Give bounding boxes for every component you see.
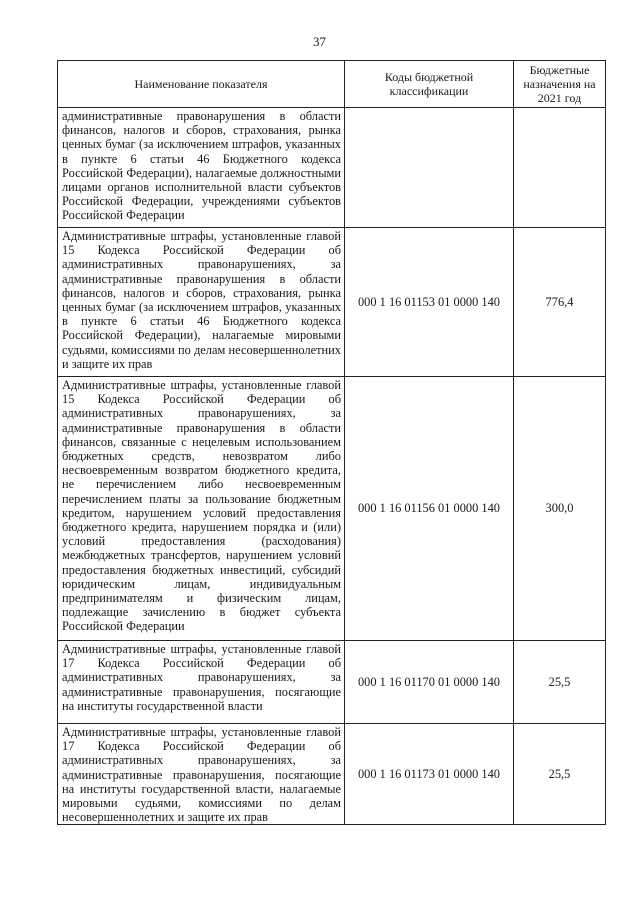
row-amount: 776,4 [514, 228, 606, 377]
row-code: 000 1 16 01156 01 0000 140 [345, 377, 514, 641]
header-amount: Бюджетные назначения на 2021 год [514, 61, 606, 108]
row-name: Административные штрафы, установленные главой 15 Кодекса Российской Федерации об административных правонарушениях, за административные правонарушения в области финансов, связанные с нецелевым использованием бюджетных средств, невозвратом либо несвоевременным возвратом бюджетного кредита, не перечислением либо несвоевременным перечислением платы за пользование бюджетным кредитом, нарушением условий предоставления бюджетного кредита, нарушением порядка и (или) условий предоставления (расходования) межбюджетных трансфертов, нарушением условий предоставления бюджетных инвестиций, субсидий юридическим лицам, индивидуальным предпринимателям и физическим лицам, подлежащие зачислению в бюджет субъекта Российской Федерации [58, 377, 345, 641]
header-name: Наименование показателя [58, 61, 345, 108]
table-row [58, 641, 606, 724]
table-header-row [58, 61, 606, 108]
row-name: Административные штрафы, установленные главой 17 Кодекса Российской Федерации об административных правонарушениях, за административные правонарушения, посягающие на институты государственной власти, налагаемые мировыми судьями, комиссиями по делам несовершеннолетних и защите их прав [58, 724, 345, 825]
row-amount [514, 108, 606, 228]
row-code: 000 1 16 01170 01 0000 140 [345, 641, 514, 724]
row-amount: 25,5 [514, 641, 606, 724]
page-number: 37 [313, 34, 326, 49]
budget-table [57, 60, 606, 825]
row-amount: 300,0 [514, 377, 606, 641]
row-name: Административные штрафы, установленные главой 15 Кодекса Российской Федерации об административных правонарушениях, за административные правонарушения в области финансов, налогов и сборов, страхования, рынка ценных бумаг (за исключением штрафов, указанных в пункте 6 статьи 46 Бюджетного кодекса Российской Федерации), налагаемые мировыми судьями, комиссиями по делам несовершеннолетних и защите их прав [58, 228, 345, 377]
row-name: административные правонарушения в области финансов, налогов и сборов, страхования, рынка ценных бумаг (за исключением штрафов, указанных в пункте 6 статьи 46 Бюджетного кодекса Российской Федерации), налагаемые должностными лицами органов исполнительной власти субъектов Российской Федерации, учреждениями субъектов Российской Федерации [58, 108, 345, 228]
header-code: Коды бюджетной классификации [345, 61, 514, 108]
table-row [58, 724, 606, 825]
table-row [58, 377, 606, 641]
table-row [58, 228, 606, 377]
table-row [58, 108, 606, 228]
row-code [345, 108, 514, 228]
row-amount: 25,5 [514, 724, 606, 825]
row-name: Административные штрафы, установленные главой 17 Кодекса Российской Федерации об административных правонарушениях, за административные правонарушения, посягающие на институты государственной власти [58, 641, 345, 724]
row-code: 000 1 16 01153 01 0000 140 [345, 228, 514, 377]
row-code: 000 1 16 01173 01 0000 140 [345, 724, 514, 825]
